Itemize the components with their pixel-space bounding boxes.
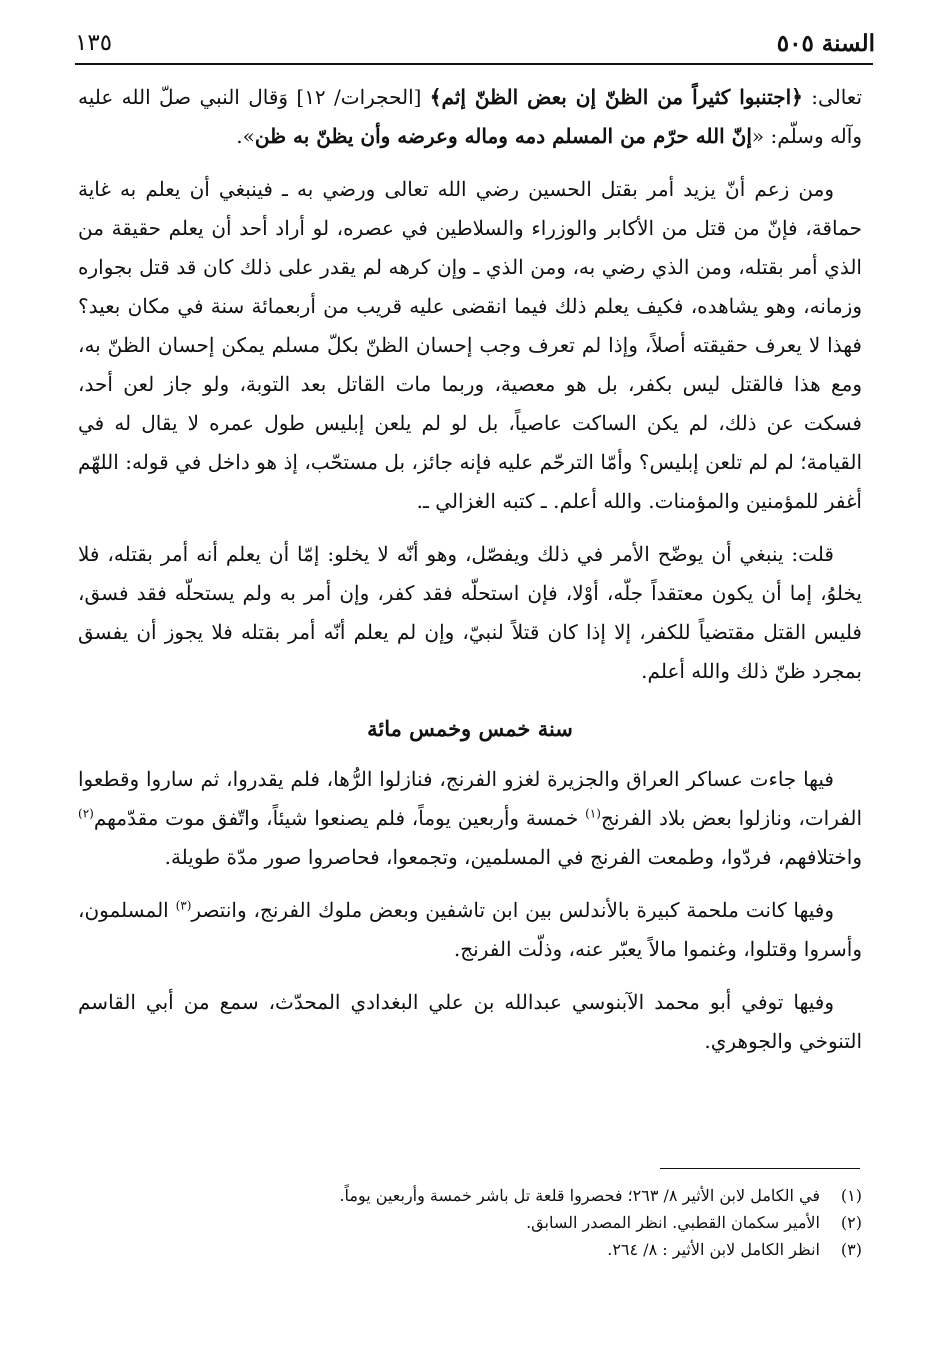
paragraph-quran-hadith: تعالى: ﴿اجتنبوا كثيراً من الظنّ إن بعض الظنّ إثم﴾ [الحجرات/ ١٢] وَقال النبي صلّ الله عليه وآله وسلّم: «إنّ الله حرّم من المسلم دمه وماله وعرضه وأن يظنّ به ظن». bbox=[78, 85, 863, 148]
paragraph-author-comment: قلت: ينبغي أن يوضّح الأمر في ذلك ويفصّل، وهو أنّه لا يخلو: إمّا أن يعلم أنه أمر بقتله، فلا يخلوُ، إما أن يكون معتقداً جلّه، أوْلا، فإن استحلّه فقد كفر، وإن أمر به ولم يستحلّه فقد فسق، فليس القتل مقتضياً للكفر، إلا إذا كان قتلاً لنبيّ، وإن لم يعلم أنّه أمر بقتله فلا يجوز أن يفسق بمجرد ظنّ ذلك والله أعلم. bbox=[78, 542, 862, 683]
header-rule bbox=[75, 63, 873, 65]
page-number: ١٣٥ bbox=[75, 30, 113, 56]
footnote-ref-1[interactable]: (١) bbox=[585, 806, 601, 821]
page-body bbox=[78, 78, 862, 1075]
footnote-ref-3[interactable]: (٣) bbox=[175, 898, 192, 913]
footnote-rule bbox=[660, 1168, 860, 1169]
running-head-year: السنة ٥٠٥ bbox=[776, 30, 875, 57]
footnote-number: (٣) bbox=[840, 1240, 862, 1259]
paragraph-crusaders: فيها جاءت عساكر العراق والجزيرة لغزو الفرنج، فنازلوا الرُّها، فلم يقدروا، ثم ساروا وقطعوا الفرات، ونازلوا بعض بلاد الفرنج$^{(١)}$ خمسة وأربعين يوماً، فلم يصنعوا شيئاً، واتّفق موت مقدّمهم$^{(٢)}$ واختلافهم، فردّوا، وطمعت الفرنج في المسلمين، وتجمعوا، فحاصروا صور مدّة طويلة. bbox=[78, 767, 863, 869]
footnote-text: الأمير سكمان القطبي. انظر المصدر السابق. bbox=[526, 1213, 820, 1232]
page-header bbox=[75, 28, 875, 62]
footnote-1 bbox=[78, 1182, 862, 1209]
footnote-number: (٢) bbox=[840, 1213, 862, 1232]
footnote-text: انظر الكامل لابن الأثير : ٨/ ٢٦٤. bbox=[607, 1240, 820, 1259]
paragraph-obituary: وفيها توفي أبو محمد الآبنوسي عبدالله بن علي البغدادي المحدّث، سمع من أبي القاسم التنوخي والجوهري. bbox=[78, 990, 862, 1053]
hadith-text: إنّ الله حرّم من المسلم دمه وماله وعرضه وأن يظنّ به ظن bbox=[254, 124, 752, 148]
footnote-number: (١) bbox=[840, 1186, 862, 1205]
footnote-ref-2[interactable]: (٢) bbox=[78, 806, 94, 821]
footnotes bbox=[78, 1182, 862, 1263]
section-title: سنة خمس وخمس مائة bbox=[367, 716, 573, 741]
footnote-text: في الكامل لابن الأثير ٨/ ٢٦٣؛ فحصروا قلعة تل باشر خمسة وأربعين يوماً. bbox=[339, 1186, 820, 1205]
quran-verse: ﴿اجتنبوا كثيراً من الظنّ إن بعض الظنّ إثم﴾ bbox=[429, 85, 803, 109]
footnote-3 bbox=[78, 1236, 862, 1263]
paragraph-ghazali-fatwa: ومن زعم أنّ يزيد أمر بقتل الحسين رضي الله تعالى ورضي به ـ فينبغي أن يعلم به غاية حماقة، فإنّ من قتل من الأكابر والوزراء والسلاطين في عصره، لو أراد أحد أن يعلم حقيقة من الذي أمر بقتله، ومن الذي رضي به، ومن الذي ـ وإن كرهه لم يقدر على ذلك كان قد قتل بجواره وزمانه، وهو يشاهده، فكيف يعلم ذلك فيما انقضى عليه قريب من أربعمائة سنة في مكان بعيد؟ فهذا لا يعرف حقيقته أصلاً، وإذا لم تعرف وجب إحسان الظنّ بكلّ مسلم يمكن إحسان الظنّ به، ومع هذا فالقتل ليس بكفر، بل هو معصية، وربما مات القاتل بعد التوبة، ولو جاز لعن أحد، فسكت عن ذلك، لم يكن الساكت عاصياً، بل لو لم يلعن إبليس طول عمره لا يقال له في القيامة؛ لم لم تلعن إبليس؟ وأمّا الترحّم عليه فإنه جائز، بل مستحّب، إذ هو داخل في قوله: اللهّم أغفر للمؤمنين والمؤمنات. والله أعلم. ـ كتبه الغزالي ـ. bbox=[78, 177, 863, 513]
paragraph-andalus-battle: وفيها كانت ملحمة كبيرة بالأندلس بين ابن تاشفين وبعض ملوك الفرنج، وانتصر$^{(٣)}$ المسلمون، وأسروا وقتلوا، وغنموا مالاً يعبّر عنه، وذلّت الفرنج. bbox=[78, 898, 862, 961]
footnote-2 bbox=[78, 1209, 862, 1236]
